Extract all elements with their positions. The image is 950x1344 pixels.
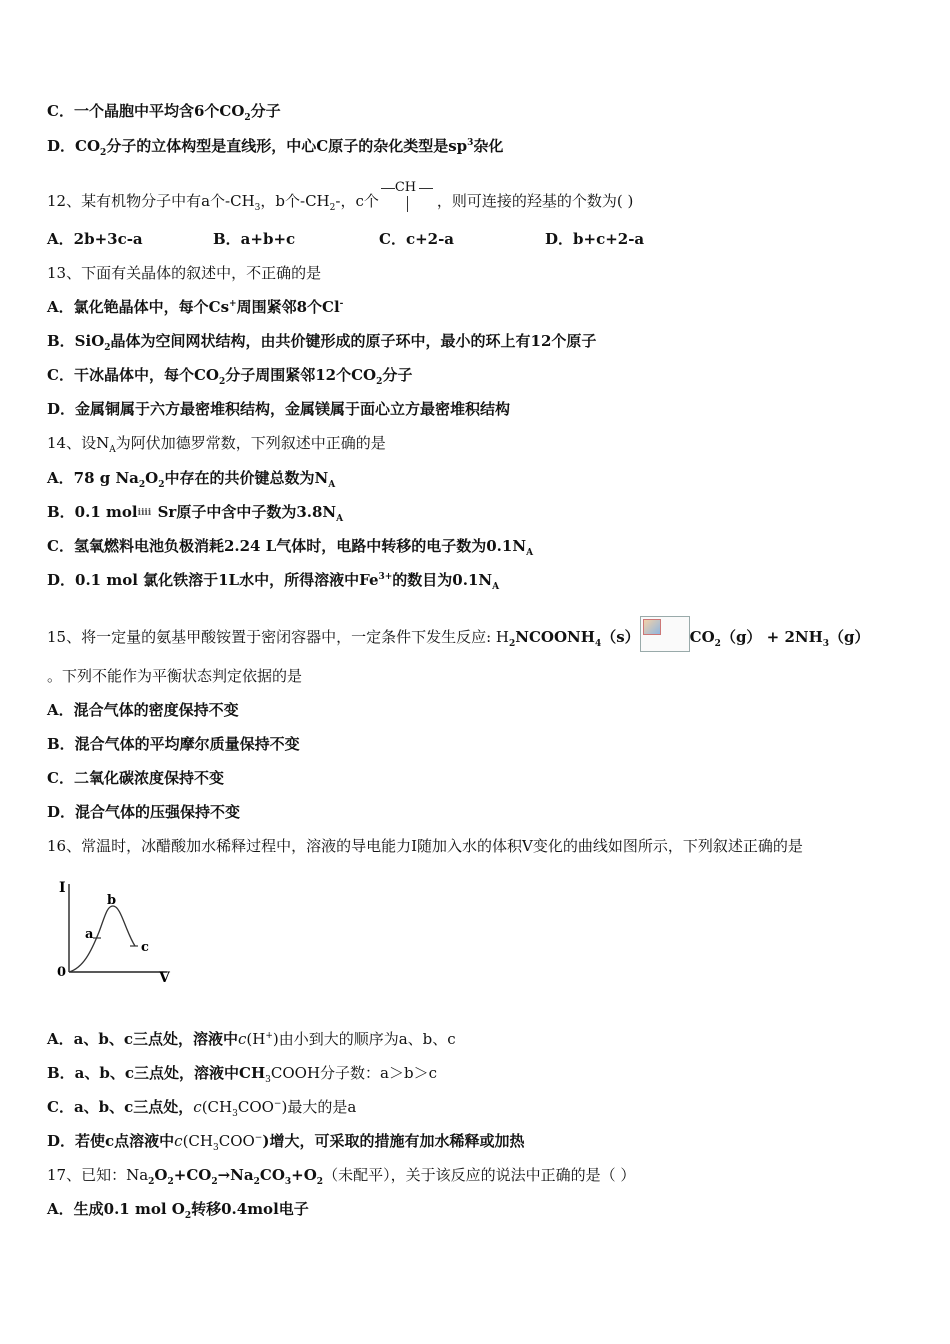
question-16: 16、常温时，冰醋酸加水稀释过程中，溶液的导电能力Ⅰ随加入水的体积V变化的曲线如图所示，下列叙述正确的是 [47,837,803,855]
prev-option-d: D．$CO_2$分子的立体构型是直线形，中心C原子的杂化类型是$sp^3$杂化 [47,137,504,158]
conductivity-curve [69,906,135,972]
q12-option-a: A．2b+3c-a [47,230,143,248]
q15-option-d: D．混合气体的压强保持不变 [47,803,241,821]
q16-option-c: C．a、b、c三点处，$c(CH_3COO^-)$最大的是a [47,1098,357,1119]
question-13: 13、下面有关晶体的叙述中，不正确的是 [47,264,322,282]
origin-label: 0 [57,965,67,980]
q15-option-c: C．二氧化碳浓度保持不变 [47,769,224,787]
question-15: 15、将一定量的氨基甲酸铵置于密闭容器中，一定条件下发生反应: $H_2NCOONH_4(s)$ $CO_2(g) + 2NH_3(g)$ [47,616,870,652]
q16-option-a: A．a、b、c三点处，溶液中c(H+)由小到大的顺序为a、b、c [47,1030,456,1048]
prev-option-c: C．一个晶胞中平均含6个$CO_2$分子 [47,102,281,123]
q14-option-d: D．0.1 mol 氯化铁溶于1L水中，所得溶液中$Fe^{3+}$的数目为$0.1N_A$ [47,571,500,592]
question-12-options [47,229,847,249]
q16-option-d: D．若使c点溶液中$c(CH_3COO^-)$增大，可采取的措施有加水稀释或加热 [47,1132,525,1153]
question-17: 17、已知：$Na_2O_2+CO_2\to Na_2CO_3+O_2$（未配平），关于该反应的说法中正确的是（ ） [47,1166,636,1187]
q17-option-a: A．生成0.1 mol $O_2$转移0.4mol电子 [47,1200,309,1221]
q14-option-c: C．氢氧燃料电池负极消耗2.24 L气体时，电路中转移的电子数为$0.1N_A$ [47,537,534,558]
point-c-label: c [141,940,149,955]
q16-option-b: B．a、b、c三点处，溶液中$CH_3COOH$分子数：a＞b＞c [47,1064,437,1085]
ch-structure-fragment: CH [379,180,437,218]
point-b-label: b [107,893,117,908]
isotope-notation-icon: ⅱⅱ [137,508,152,518]
question-12: 12、某有机物分子中有a个$-CH_3$，b个$-CH_2-$，c个 CH ，则可连接的羟基的个数为( ) [47,180,633,218]
q13-option-b: B．SiO$_2$晶体为空间网状结构，由共价键形成的原子环中，最小的环上有12个原子 [47,332,597,353]
q12-option-d: D．b+c+2-a [545,230,645,248]
point-a-label: a [85,927,94,942]
q15-option-b: B．混合气体的平均摩尔质量保持不变 [47,735,300,753]
q13-option-d: D．金属铜属于六方最密堆积结构，金属镁属于面心立方最密堆积结构 [47,400,511,418]
q14-option-a: A．78 g $Na_2O_2$中存在的共价键总数为$N_A$ [47,469,336,490]
conductivity-graph [55,876,185,988]
q13-option-c: C．干冰晶体中，每个$CO_2$分子周围紧邻12个$CO_2$分子 [47,366,413,387]
question-15-continued: 。下列不能作为平衡状态判定依据的是 [47,667,303,685]
q14-option-b: B．0.1 molⅱⅱ Sr原子中含中子数为$3.8N_A$ [47,503,344,524]
y-axis-label: I [59,880,66,896]
q15-option-a: A．混合气体的密度保持不变 [47,701,239,719]
q12-option-c: C．c+2-a [379,230,455,248]
reversible-arrow-image-icon [640,616,690,652]
question-14: 14、设$N_A$为阿伏加德罗常数，下列叙述中正确的是 [47,434,386,455]
q12-option-b: B．a+b+c [213,230,296,248]
q13-option-a: A．氯化铯晶体中，每个Cs+周围紧邻8个Cl- [47,298,344,316]
x-axis-label: V [159,970,170,986]
